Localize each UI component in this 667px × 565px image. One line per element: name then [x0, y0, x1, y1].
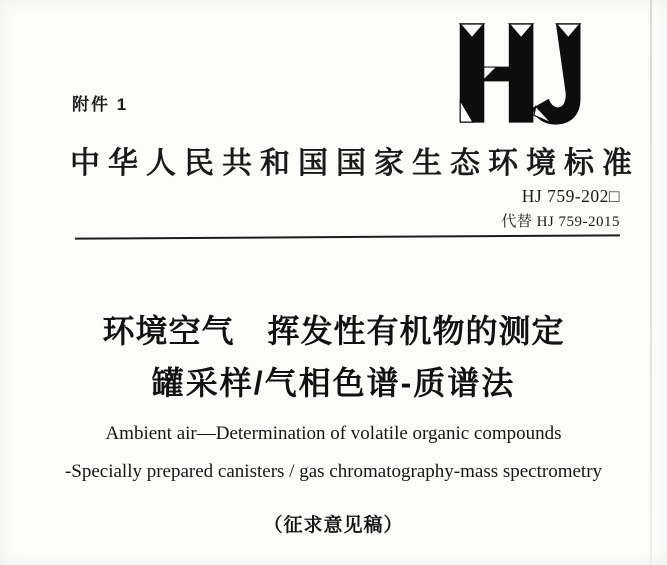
title-en-line1: Ambient air—Determination of volatile organic compounds — [105, 423, 562, 444]
header-divider — [75, 234, 620, 239]
standard-replaces: 代替 HJ 759-2015 — [501, 214, 620, 230]
title-zh-line1: 环境空气 挥发性有机物的测定 — [102, 313, 565, 349]
standard-header-title: 中华人民共和国国家生态环境标准 — [70, 146, 640, 181]
attachment-label: 附件 1 — [72, 95, 129, 114]
standard-number: HJ 759-202□ — [521, 186, 620, 206]
hj-logo-icon — [452, 20, 600, 128]
title-zh-line2: 罐采样/气相色谱-质谱法 — [151, 365, 516, 401]
title-en-line2: -Specially prepared canisters / gas chromatography-mass spectrometry — [64, 461, 603, 482]
standard-number-block — [501, 186, 620, 231]
draft-note: （征求意见稿） — [263, 515, 404, 536]
